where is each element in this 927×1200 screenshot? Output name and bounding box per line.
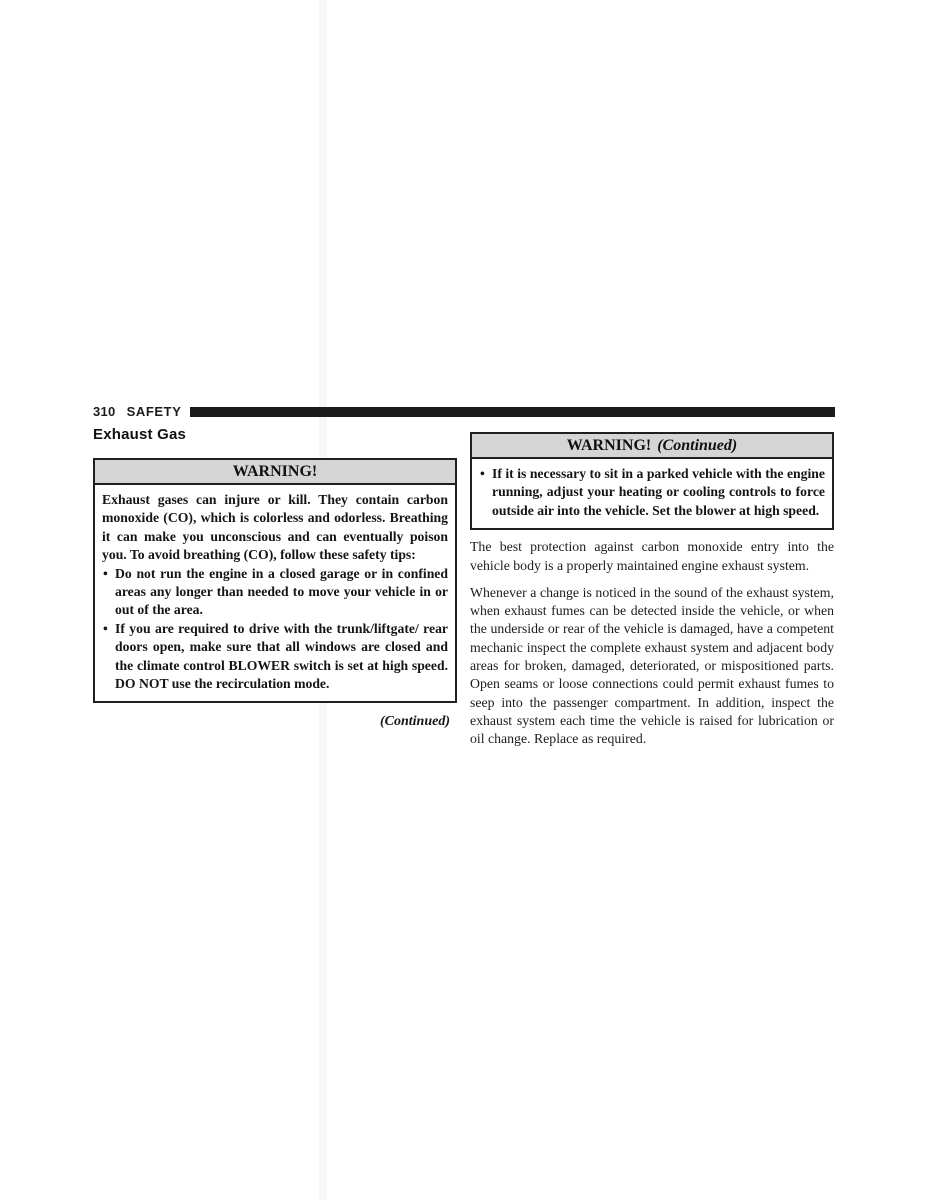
header-rule-bar <box>190 407 835 417</box>
warning-box-continued-body <box>472 459 832 528</box>
warning-box-header <box>95 460 455 485</box>
warning-title: WARNING! <box>232 463 318 480</box>
bullet-icon: • <box>103 620 108 636</box>
warning-intro-text: Exhaust gases can injure or kill. They contain carbon monoxide (CO), which is colorless and odorless. Breathing it can make you unconscious and can eventually poison you. To avoid breathing (CO), follow these safety tips: <box>102 492 448 563</box>
bullet-text: If you are required to drive with the trunk/liftgate/ rear doors open, make sure that all windows are closed and the climate control BLOWER switch is set at high speed. DO NOT use the recirculation mode. <box>115 620 448 692</box>
warning-title-continued-suffix: (Continued) <box>657 437 738 454</box>
continued-note: (Continued) <box>379 714 450 730</box>
body-paragraph: The best protection against carbon monoxide entry into the vehicle body is a properly maintained engine exhaust system. <box>470 539 834 573</box>
warning-box <box>93 458 457 703</box>
section-title: Exhaust Gas <box>93 426 187 443</box>
bullet-text: Do not run the engine in a closed garage or in confined areas any longer than needed to move your vehicle in or out of the area. <box>115 565 448 618</box>
bullet-text: If it is necessary to sit in a parked vehicle with the engine running, adjust your heating or cooling controls to force outside air into the vehicle. Set the blower at high speed. <box>492 466 825 518</box>
left-column <box>93 458 457 730</box>
body-paragraph: Whenever a change is noticed in the sound of the exhaust system, when exhaust fumes can be detected inside the vehicle, or when the underside or rear of the vehicle is damaged, have a competent mechanic inspect the complete exhaust system and adjacent body areas for broken, damaged, deteriorated, or mispositioned parts. Open seams or loose connections could permit exhaust fumes to seep into the passenger compartment. In addition, inspect the exhaust system each time the vehicle is raised for lubrication or oil change. Replace as required. <box>470 584 834 747</box>
warning-box-continued <box>470 432 834 530</box>
page-number: 310 <box>93 404 116 419</box>
bullet-icon: • <box>103 565 108 581</box>
warning-box-continued-header <box>472 434 832 459</box>
warning-box-body <box>95 485 455 701</box>
bullet-icon: • <box>480 466 485 481</box>
body-text <box>470 538 834 748</box>
right-column <box>470 432 834 757</box>
list-item <box>102 620 448 694</box>
list-item <box>479 465 825 520</box>
warning-title: WARNING! <box>566 437 652 454</box>
list-item <box>102 565 448 620</box>
chapter-title: SAFETY <box>126 404 182 419</box>
running-header <box>93 404 835 419</box>
